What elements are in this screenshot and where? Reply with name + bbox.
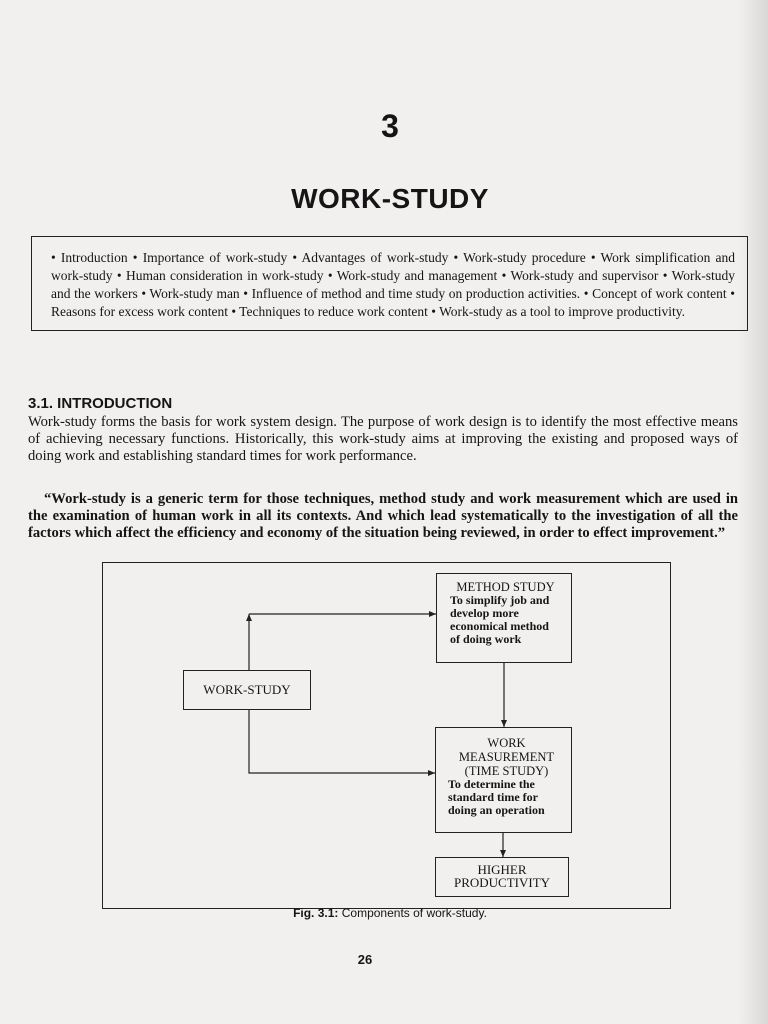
section-heading: 3.1. INTRODUCTION bbox=[28, 395, 173, 412]
chapter-title: WORK-STUDY bbox=[291, 183, 489, 214]
node-higher-productivity-line-2: PRODUCTIVITY bbox=[453, 875, 551, 890]
node-work-measurement-title-3: (TIME STUDY) bbox=[464, 764, 549, 778]
connector-to-work-measurement bbox=[249, 710, 435, 773]
figure-caption bbox=[0, 906, 768, 920]
chapter-contents-box: • Introduction • Importance of work-study • Advantages of work-study • Work-study procedure • Work simplification and work-study • Human consideration in work-study • Work-study and management • Work-study and supervisor • Work-study and the workers • Work-study man • Influence of method and time study on production activities. • Concept of work content • Reasons for excess work content • Techniques to reduce work content • Work-study as a tool to improve productivity. bbox=[31, 236, 748, 331]
node-work-measurement-title-2: MEASUREMENT bbox=[458, 750, 555, 764]
figure-caption-label: Fig. 3.1: bbox=[293, 906, 339, 920]
figure-caption-text: Components of work-study. bbox=[341, 906, 487, 920]
node-higher-productivity bbox=[435, 857, 569, 897]
node-higher-productivity-line-1: HIGHER bbox=[477, 862, 527, 877]
page-number: 26 bbox=[357, 952, 373, 967]
page-edge-shadow bbox=[738, 0, 768, 1024]
node-work-measurement-desc: To determine the standard time for doing an operation bbox=[448, 777, 545, 817]
node-work-study-label: WORK-STUDY bbox=[203, 682, 291, 697]
node-method-study-desc: To simplify job and develop more economical method of doing work bbox=[450, 593, 550, 646]
definition-quote: “Work-study is a generic term for those techniques, method study and work measurement which are used in the examination of human work in all its contexts. And which lead systematically to the investigation of all the factors which affect the efficiency and economy of the situation being reviewed, in order to effect improvement.” bbox=[28, 491, 738, 541]
node-work-study bbox=[183, 670, 311, 710]
diagram-connectors bbox=[103, 563, 670, 908]
node-method-study-title: METHOD STUDY bbox=[456, 580, 555, 594]
chapter-number: 3 bbox=[381, 108, 399, 144]
intro-paragraph: Work-study forms the basis for work system design. The purpose of work design is to identify the most effective means of achieving necessary functions. Historically, this work-study aims at improving the existing and proposed ways of doing work and establishing standard times for work performance. bbox=[28, 414, 738, 464]
node-method-study bbox=[436, 573, 572, 663]
figure-diagram bbox=[102, 562, 671, 909]
node-work-measurement bbox=[435, 727, 572, 833]
node-work-measurement-title-1: WORK bbox=[487, 736, 526, 750]
